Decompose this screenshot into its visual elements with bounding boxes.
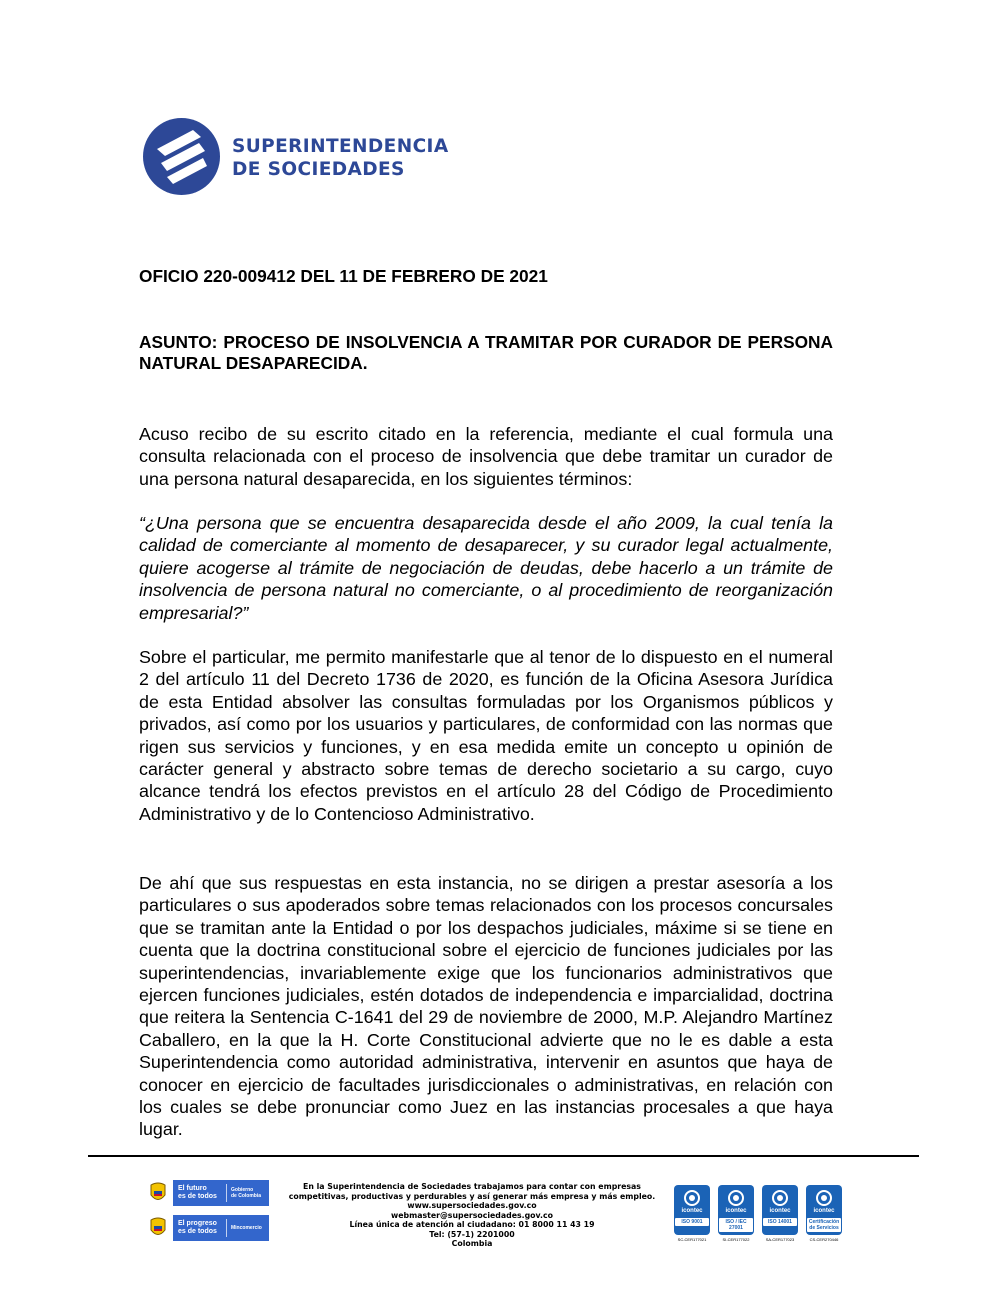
colombia-shield-icon — [149, 1181, 167, 1205]
badge-separator — [226, 1184, 227, 1202]
logo-emblem-icon — [143, 118, 220, 195]
cert-brand: icontec — [769, 1208, 791, 1214]
footer-line-1: En la Superintendencia de Sociedades trabajamos para contar con empresas — [303, 1182, 641, 1191]
asunto-heading: ASUNTO: PROCESO DE INSOLVENCIA A TRAMITAR POR CURADOR DE PERSONA NATURAL DESAPARECIDA. — [139, 332, 833, 373]
logo-line-2: DE SOCIEDADES — [232, 159, 405, 180]
footer-website-link[interactable]: www.supersociedades.gov.co — [407, 1201, 537, 1210]
cert-iso-27001 — [718, 1185, 754, 1242]
icontec-icon — [816, 1190, 832, 1206]
footer-contact-block — [286, 1182, 658, 1249]
cert-iso-14001 — [762, 1185, 798, 1242]
logo-wordmark — [232, 135, 449, 181]
cert-standard: ISO / IEC 27001 — [719, 1218, 753, 1232]
footer-divider — [88, 1155, 919, 1157]
badge-main-text: El progreso es de todos — [178, 1220, 217, 1235]
cert-iso-9001 — [674, 1185, 710, 1242]
footer-line-6: Tel: (57-1) 2201000 — [429, 1229, 515, 1239]
footer-line-5: Línea única de atención al ciudadano: 01 8000 11 43 19 — [349, 1220, 595, 1229]
cert-brand: icontec — [681, 1208, 703, 1214]
oficio-heading: OFICIO 220-009412 DEL 11 DE FEBRERO DE 2021 — [139, 266, 548, 286]
cert-code: SA-CER177023 — [765, 1237, 795, 1242]
cert-brand: icontec — [813, 1208, 835, 1214]
cert-code: SC-CER177021 — [677, 1237, 707, 1242]
footer-line-7: Colombia — [451, 1239, 493, 1248]
footer-email-link[interactable]: webmaster@supersociedades.gov.co — [391, 1210, 553, 1220]
certification-badges — [674, 1185, 842, 1242]
icontec-icon — [772, 1190, 788, 1206]
badge-sub-text: Mincomercio — [231, 1225, 262, 1231]
quoted-question: “¿Una persona que se encuentra desaparecida desde el año 2009, la cual tenía la calidad de comerciante al momento de desaparecer, y su curador legal actualmente, quiere acogerse al trámite de negociación de deudas, debe hacerlo a un trámite de insolvencia de persona natural no comerciante, o al procedimiento de reorganización empresarial?” — [139, 513, 833, 623]
badge-sub-text: Gobierno de Colombia — [231, 1187, 262, 1199]
badge-main-text: El futuro es de todos — [178, 1185, 217, 1200]
cert-servicios — [806, 1185, 842, 1242]
colombia-shield-icon — [149, 1216, 167, 1240]
superintendencia-logo — [143, 118, 483, 200]
gov-badge-futuro — [149, 1180, 269, 1206]
paragraph-2: Sobre el particular, me permito manifestarle que al tenor de lo dispuesto en el numeral 2 del artículo 11 del Decreto 1736 de 2020, es función de la Oficina Asesora Jurídica de esta Entidad absolver las consultas formuladas por los Organismos públicos y privados, así como por los usuarios y particulares, de conformidad con las normas que rigen sus servicios y funciones, y en esa medida emite un concepto u opinión de carácter general y abstracto sobre temas de derecho societario a su cargo, cuyo alcance tendrá los efectos previstos en el artículo 28 del Código de Procedimiento Administrativo y de lo Contencioso Administrativo. — [139, 647, 833, 824]
cert-standard: Certificación de Servicios — [808, 1219, 840, 1231]
paragraph-1: Acuso recibo de su escrito citado en la referencia, mediante el cual formula una consulta relacionada con el proceso de insolvencia que debe tramitar un curador de una persona natural desaparecida, en los siguientes términos: — [139, 424, 833, 489]
cert-standard: ISO 14001 — [763, 1218, 797, 1226]
cert-code: CS-CER270446 — [809, 1237, 839, 1242]
footer-line-2: competitivas, productivas y perdurables y así generar más empresa y más empleo. — [288, 1191, 656, 1201]
icontec-icon — [684, 1190, 700, 1206]
cert-code: SI-CER177022 — [722, 1237, 750, 1242]
cert-brand: icontec — [725, 1208, 747, 1214]
gov-badge-progreso — [149, 1215, 269, 1241]
badge-separator — [226, 1219, 227, 1237]
logo-line-1: SUPERINTENDENCIA — [232, 136, 449, 157]
paragraph-3: De ahí que sus respuestas en esta instancia, no se dirigen a prestar asesoría a los particulares o sus apoderados sobre temas relacionados con los procesos concursales que se tramitan ante la Entidad o por los despachos judiciales, máxime si se tiene en cuenta que la doctrina constitucional sobre el ejercicio de funciones judiciales por las superintendencias, invariablemente exige que los funcionarios administrativos que ejercen funciones judiciales, estén dotados de independencia e imparcialidad, doctrina que reitera la Sentencia C-1641 del 29 de noviembre de 2000, M.P. Alejandro Martínez Caballero, en la que la H. Corte Constitucional advierte que no le es dable a esta Superintendencia como autoridad administrativa, intervenir en asuntos que haya de conocer en ejercicio de facultades jurisdiccionales o administrativas, en relación con los cuales se debe pronunciar como Juez en las instancias procesales a que haya lugar. — [139, 873, 833, 1140]
cert-standard: ISO 9001 — [675, 1218, 709, 1226]
icontec-icon — [728, 1190, 744, 1206]
